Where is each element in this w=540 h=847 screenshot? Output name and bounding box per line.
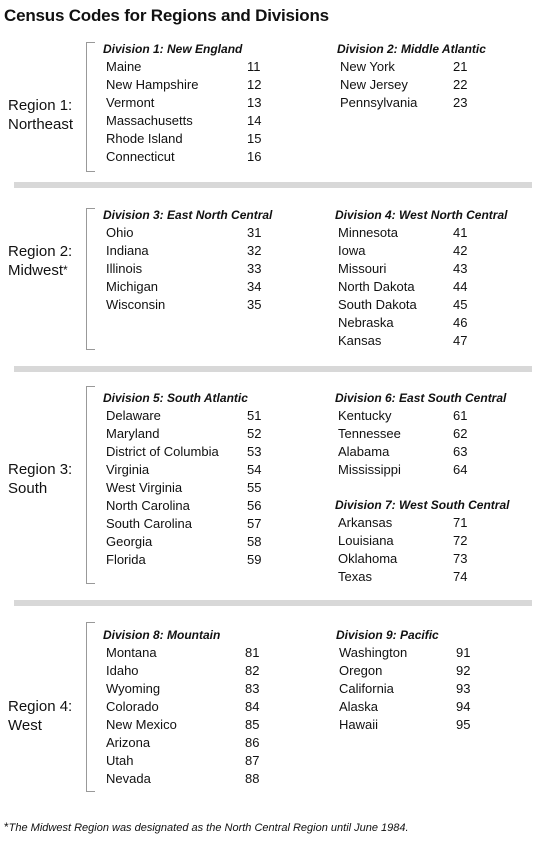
state-code: 91 xyxy=(456,645,471,660)
state-name: Rhode Island xyxy=(106,131,183,146)
state-name: Minnesota xyxy=(338,225,398,240)
state-name: Nevada xyxy=(106,771,151,786)
region-number: Region 2: xyxy=(8,243,73,260)
division-heading: Division 3: East North Central xyxy=(103,208,273,222)
state-code: 12 xyxy=(247,77,262,92)
state-name: Georgia xyxy=(106,534,153,549)
state-name: Iowa xyxy=(338,243,366,258)
state-code: 34 xyxy=(247,279,262,294)
division-heading: Division 4: West North Central xyxy=(335,208,508,222)
state-code: 93 xyxy=(456,681,471,696)
state-code: 58 xyxy=(247,534,262,549)
state-code: 23 xyxy=(453,95,468,110)
section-separator xyxy=(14,366,532,372)
state-code: 95 xyxy=(456,717,471,732)
state-code: 47 xyxy=(453,333,468,348)
state-code: 63 xyxy=(453,444,468,459)
state-name: North Dakota xyxy=(338,279,415,294)
state-row xyxy=(103,260,272,278)
state-code: 11 xyxy=(247,59,261,74)
state-row xyxy=(103,407,262,425)
state-row xyxy=(335,568,509,586)
region-number: Region 3: xyxy=(8,461,73,478)
state-code: 64 xyxy=(453,462,468,477)
state-name: Vermont xyxy=(106,95,155,110)
state-row xyxy=(335,443,506,461)
state-row xyxy=(103,58,261,76)
state-row xyxy=(103,76,262,94)
state-name: Michigan xyxy=(106,279,159,294)
state-code: 72 xyxy=(453,533,468,548)
state-name: Delaware xyxy=(106,408,161,423)
region-name: Northeast xyxy=(8,116,74,133)
state-code: 52 xyxy=(247,426,262,441)
state-name: Kentucky xyxy=(338,408,392,423)
state-name: Arkansas xyxy=(338,515,393,530)
state-name: Colorado xyxy=(106,699,159,714)
region-name: Midwest* xyxy=(8,262,68,279)
division-8 xyxy=(103,626,260,788)
state-name: Oklahoma xyxy=(338,551,398,566)
footnote: *The Midwest Region was designated as the North Central Region until June 1984. xyxy=(4,820,409,834)
state-row xyxy=(336,716,471,734)
state-row xyxy=(103,425,262,443)
state-code: 32 xyxy=(247,243,262,258)
state-row xyxy=(103,551,262,569)
state-row xyxy=(103,148,262,166)
state-name: Maryland xyxy=(106,426,160,441)
state-code: 46 xyxy=(453,315,468,330)
state-row xyxy=(103,770,260,788)
state-name: Washington xyxy=(339,645,408,660)
state-row xyxy=(337,94,486,112)
state-row xyxy=(336,644,471,662)
division-2 xyxy=(337,40,486,112)
state-code: 16 xyxy=(247,149,262,164)
state-row xyxy=(335,296,507,314)
region-bracket xyxy=(86,42,95,172)
division-7 xyxy=(335,496,509,586)
state-row xyxy=(335,224,507,242)
region-name: South xyxy=(8,480,48,497)
state-code: 44 xyxy=(453,279,468,294)
state-name: Arizona xyxy=(106,735,151,750)
state-row xyxy=(103,130,262,148)
state-code: 88 xyxy=(245,771,260,786)
region-bracket xyxy=(86,208,95,350)
state-name: Wisconsin xyxy=(106,297,166,312)
state-code: 62 xyxy=(453,426,468,441)
state-row xyxy=(103,242,272,260)
state-name: Maine xyxy=(106,59,142,74)
state-name: Tennessee xyxy=(338,426,401,441)
state-row xyxy=(103,752,260,770)
state-row xyxy=(335,461,506,479)
state-name: Indiana xyxy=(106,243,149,258)
state-name: New Hampshire xyxy=(106,77,199,92)
state-code: 33 xyxy=(247,261,262,276)
state-name: Nebraska xyxy=(338,315,394,330)
state-name: Texas xyxy=(338,569,372,584)
state-row xyxy=(103,224,272,242)
state-code: 22 xyxy=(453,77,468,92)
state-code: 83 xyxy=(245,681,260,696)
division-heading: Division 8: Mountain xyxy=(103,628,221,642)
state-row xyxy=(103,680,260,698)
state-code: 14 xyxy=(247,113,262,128)
state-row xyxy=(103,698,260,716)
state-name: District of Columbia xyxy=(106,444,219,459)
state-code: 84 xyxy=(245,699,260,714)
state-row xyxy=(103,533,262,551)
section-separator xyxy=(14,182,532,188)
page-title: Census Codes for Regions and Divisions xyxy=(4,6,329,25)
state-code: 43 xyxy=(453,261,468,276)
state-row xyxy=(103,662,260,680)
section-separator xyxy=(14,600,532,606)
state-row xyxy=(337,76,486,94)
state-row xyxy=(335,260,507,278)
state-row xyxy=(103,296,272,314)
state-code: 81 xyxy=(245,645,260,660)
state-name: Kansas xyxy=(338,333,382,348)
state-code: 59 xyxy=(247,552,262,567)
state-code: 21 xyxy=(453,59,468,74)
state-code: 51 xyxy=(247,408,262,423)
division-heading: Division 1: New England xyxy=(103,42,243,56)
state-code: 92 xyxy=(456,663,471,678)
state-row xyxy=(103,479,262,497)
state-name: North Carolina xyxy=(106,498,190,513)
division-heading: Division 6: East South Central xyxy=(335,391,507,405)
state-code: 15 xyxy=(247,131,262,146)
state-row xyxy=(103,443,262,461)
state-row xyxy=(336,662,471,680)
state-name: California xyxy=(339,681,394,696)
region-label xyxy=(8,242,72,280)
region-label xyxy=(8,96,73,134)
state-code: 35 xyxy=(247,297,262,312)
state-name: New Mexico xyxy=(106,717,177,732)
division-heading: Division 7: West South Central xyxy=(335,498,510,512)
state-code: 56 xyxy=(247,498,262,513)
division-heading: Division 5: South Atlantic xyxy=(103,391,248,405)
state-code: 55 xyxy=(247,480,262,495)
division-5 xyxy=(103,389,262,569)
state-code: 94 xyxy=(456,699,471,714)
region-bracket xyxy=(86,386,95,584)
state-row xyxy=(335,514,509,532)
state-name: New York xyxy=(340,59,395,74)
region-number: Region 4: xyxy=(8,698,73,715)
state-name: Mississippi xyxy=(338,462,401,477)
division-heading: Division 9: Pacific xyxy=(336,628,439,642)
state-name: Louisiana xyxy=(338,533,394,548)
state-code: 73 xyxy=(453,551,468,566)
state-name: Illinois xyxy=(106,261,143,276)
state-name: South Carolina xyxy=(106,516,192,531)
region-label xyxy=(8,697,72,735)
state-name: Idaho xyxy=(106,663,139,678)
state-row xyxy=(335,332,507,350)
state-row xyxy=(335,550,509,568)
state-row xyxy=(103,497,262,515)
division-heading: Division 2: Middle Atlantic xyxy=(337,42,486,56)
state-code: 85 xyxy=(245,717,260,732)
state-row xyxy=(335,407,506,425)
state-row xyxy=(103,461,262,479)
state-row xyxy=(103,734,260,752)
state-code: 61 xyxy=(453,408,468,423)
state-row xyxy=(335,278,507,296)
state-name: Virginia xyxy=(106,462,150,477)
state-name: Hawaii xyxy=(339,717,379,732)
state-row xyxy=(335,532,509,550)
state-code: 53 xyxy=(247,444,262,459)
state-row xyxy=(335,314,507,332)
state-row xyxy=(103,112,262,130)
state-name: New Jersey xyxy=(340,77,408,92)
region-bracket xyxy=(86,622,95,792)
state-name: Connecticut xyxy=(106,149,175,164)
state-code: 82 xyxy=(245,663,260,678)
state-code: 41 xyxy=(453,225,468,240)
state-code: 31 xyxy=(247,225,262,240)
state-row xyxy=(103,278,272,296)
state-name: West Virginia xyxy=(106,480,183,495)
state-code: 87 xyxy=(245,753,260,768)
state-name: Utah xyxy=(106,753,134,768)
state-code: 86 xyxy=(245,735,260,750)
division-6 xyxy=(335,389,506,479)
state-name: Massachusetts xyxy=(106,113,193,128)
division-1 xyxy=(103,40,262,166)
state-code: 74 xyxy=(453,569,468,584)
state-row xyxy=(337,58,486,76)
footnote-marker: * xyxy=(63,263,68,277)
state-code: 45 xyxy=(453,297,468,312)
state-row xyxy=(335,242,507,260)
state-row xyxy=(103,716,260,734)
state-row xyxy=(335,425,506,443)
division-3 xyxy=(103,206,272,314)
state-code: 57 xyxy=(247,516,262,531)
state-name: Alaska xyxy=(339,699,379,714)
state-name: Ohio xyxy=(106,225,134,240)
division-9 xyxy=(336,626,471,734)
state-name: Oregon xyxy=(339,663,383,678)
state-name: Wyoming xyxy=(106,681,161,696)
state-name: South Dakota xyxy=(338,297,417,312)
state-row xyxy=(336,698,471,716)
region-number: Region 1: xyxy=(8,97,73,114)
state-row xyxy=(336,680,471,698)
state-name: Pennsylvania xyxy=(340,95,418,110)
state-code: 13 xyxy=(247,95,262,110)
state-row xyxy=(103,644,260,662)
state-row xyxy=(103,515,262,533)
state-code: 42 xyxy=(453,243,468,258)
division-4 xyxy=(335,206,507,350)
state-name: Florida xyxy=(106,552,146,567)
state-code: 54 xyxy=(247,462,262,477)
state-row xyxy=(103,94,262,112)
region-name: West xyxy=(8,717,42,734)
state-code: 71 xyxy=(453,515,468,530)
region-label xyxy=(8,460,72,498)
state-name: Alabama xyxy=(338,444,390,459)
state-name: Montana xyxy=(106,645,157,660)
state-name: Missouri xyxy=(338,261,387,276)
